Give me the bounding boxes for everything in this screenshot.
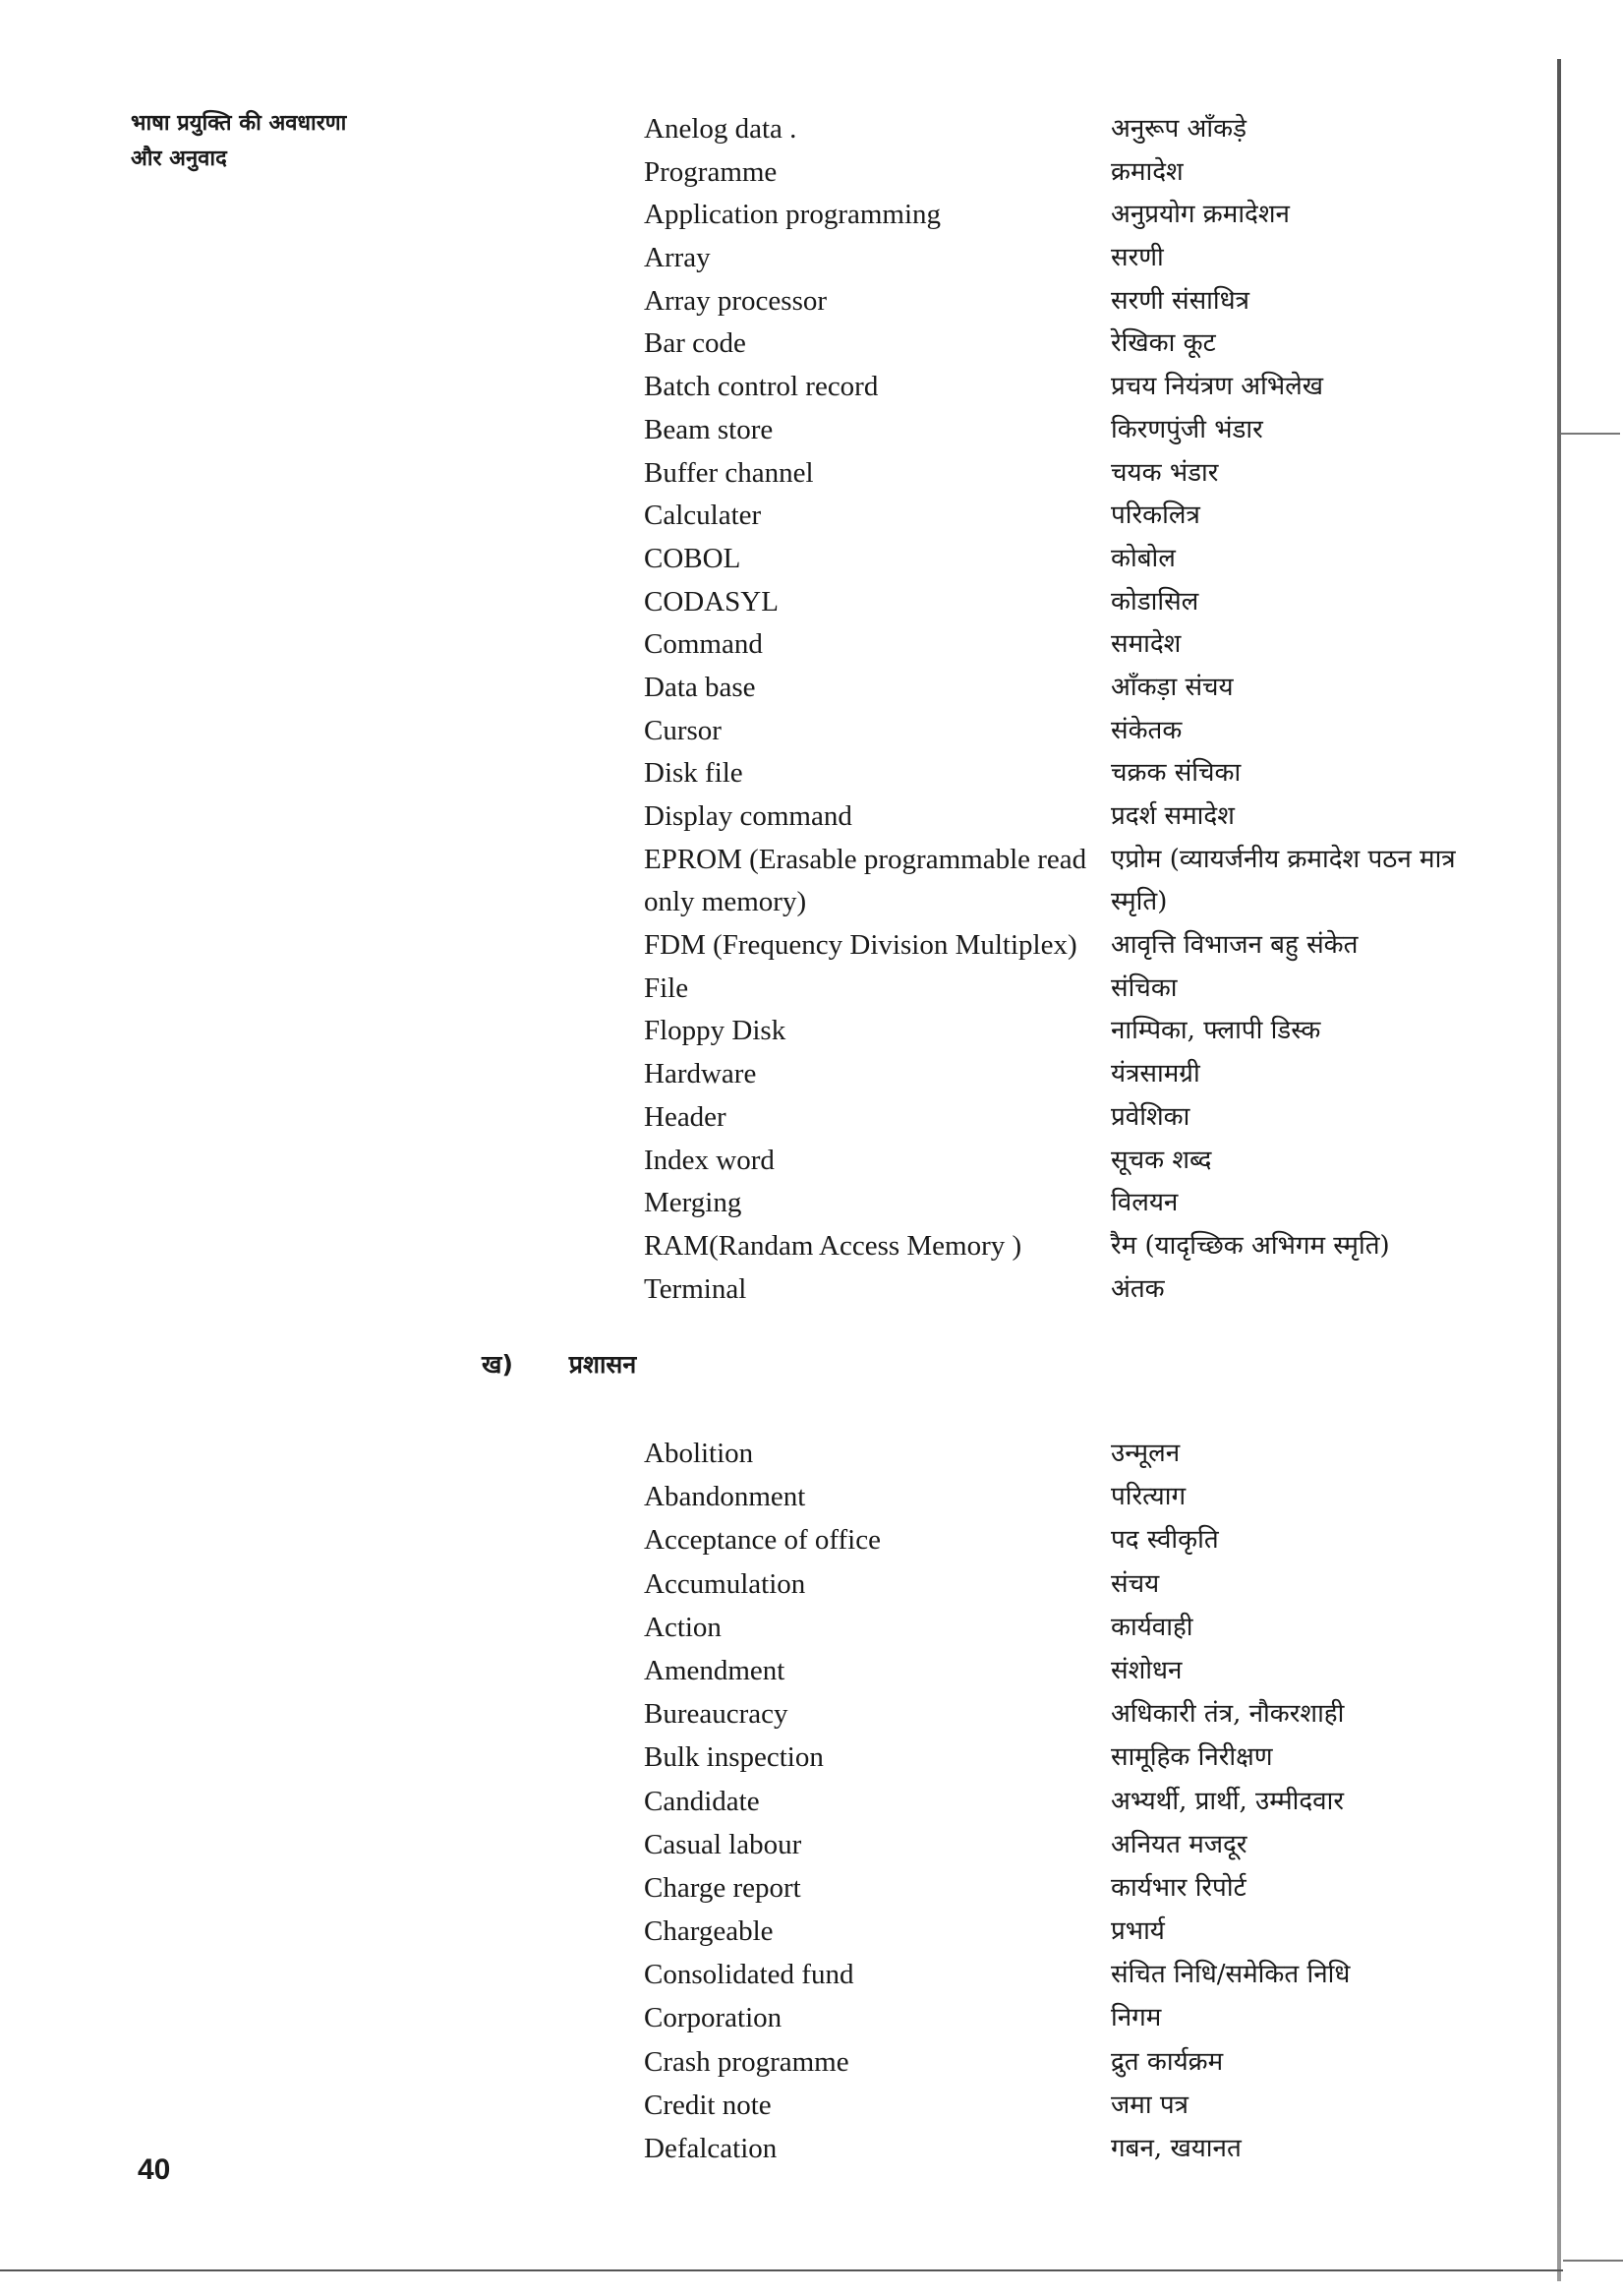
computer-term-english-term: COBOL bbox=[644, 542, 741, 574]
computer-glossary bbox=[644, 108, 1529, 1311]
admin-term-hindi-term: उन्मूलन bbox=[1111, 1439, 1181, 1468]
computer-term-english-term: Command bbox=[644, 628, 763, 661]
computer-term-english-term: Bar code bbox=[644, 327, 746, 360]
admin-term-english-term: Amendment bbox=[644, 1654, 785, 1686]
admin-term-hindi-term: संचय bbox=[1111, 1568, 1160, 1599]
computer-term-english-term: Display command bbox=[644, 800, 852, 832]
admin-term-row bbox=[644, 1736, 1529, 1779]
admin-term-hindi-term: अभ्यर्थी, प्रार्थी, उम्मीदवार bbox=[1111, 1786, 1344, 1816]
admin-term-english-term: Accumulation bbox=[644, 1567, 806, 1600]
admin-term-english-term: Consolidated fund bbox=[644, 1959, 854, 1991]
computer-term-hindi-term: संचिका bbox=[1111, 972, 1178, 1003]
computer-term-english-term: RAM(Randam Access Memory ) bbox=[644, 1229, 1022, 1262]
computer-term-english-term: Index word bbox=[644, 1144, 775, 1176]
computer-term-hindi-term: एप्रोम (व्यायर्जनीय क्रमादेश पठन मात्र स्मृति) bbox=[1111, 844, 1456, 917]
computer-term-hindi-term: अंतक bbox=[1111, 1273, 1165, 1304]
computer-term-hindi-term: आँकड़ा संचय bbox=[1111, 672, 1234, 702]
computer-term-row bbox=[644, 237, 1529, 280]
admin-term-row bbox=[644, 1518, 1529, 1561]
computer-term-row bbox=[644, 924, 1529, 968]
computer-term-row bbox=[644, 1010, 1529, 1053]
computer-term-hindi-term: आवृत्ति विभाजन बहु संकेत bbox=[1111, 930, 1359, 961]
computer-term-english-term: CODASYL bbox=[644, 585, 779, 618]
admin-term-english-term: Charge report bbox=[644, 1871, 801, 1904]
computer-term-english-term: Cursor bbox=[644, 714, 722, 746]
computer-term-row bbox=[644, 1268, 1529, 1312]
admin-term-english-term: Action bbox=[644, 1611, 722, 1643]
computer-term-english-term: Header bbox=[644, 1100, 726, 1133]
computer-term-hindi-term: सूचक शब्द bbox=[1111, 1145, 1212, 1175]
computer-term-english-term: Terminal bbox=[644, 1272, 747, 1305]
computer-term-english-term: Buffer channel bbox=[644, 456, 814, 489]
computer-term-english-term: FDM (Frequency Division Multiplex) bbox=[644, 929, 1077, 962]
computer-term-row bbox=[644, 581, 1529, 624]
bottom-rule-edge bbox=[1563, 2260, 1623, 2262]
admin-term-hindi-term: कार्यवाही bbox=[1111, 1612, 1193, 1642]
page-edge-shadow bbox=[1557, 59, 1561, 2281]
admin-term-english-term: Abolition bbox=[644, 1438, 754, 1469]
computer-term-row bbox=[644, 1140, 1529, 1183]
admin-term-english-term: Bulk inspection bbox=[644, 1741, 824, 1774]
admin-term-row bbox=[644, 1692, 1529, 1736]
header-line-1: भाषा प्रयुक्ति की अवधारणा bbox=[131, 111, 347, 136]
admin-term-hindi-term: परित्याग bbox=[1111, 1482, 1187, 1512]
page-number: 40 bbox=[138, 2153, 171, 2186]
admin-term-english-term: Acceptance of office bbox=[644, 1524, 881, 1557]
computer-term-english-term: Calculater bbox=[644, 500, 762, 532]
computer-term-english-term: Data base bbox=[644, 671, 756, 703]
computer-term-hindi-term: संकेतक bbox=[1111, 715, 1183, 745]
computer-term-english-term: Array processor bbox=[644, 284, 828, 317]
computer-term-row bbox=[644, 280, 1529, 324]
computer-term-row bbox=[644, 1053, 1529, 1096]
admin-term-row bbox=[644, 1953, 1529, 1996]
admin-term-english-term: Bureaucracy bbox=[644, 1698, 788, 1731]
bottom-rule bbox=[0, 2269, 1563, 2271]
computer-term-hindi-term: प्रचय नियंत्रण अभिलेख bbox=[1111, 372, 1324, 402]
computer-term-row bbox=[644, 151, 1529, 195]
computer-term-hindi-term: क्रमादेश bbox=[1111, 156, 1184, 187]
computer-term-hindi-term: परिकलित्र bbox=[1111, 500, 1200, 531]
computer-term-row bbox=[644, 409, 1529, 452]
computer-term-english-term: Application programming bbox=[644, 199, 942, 231]
admin-term-english-term: Abandonment bbox=[644, 1481, 806, 1513]
computer-term-hindi-term: प्रवेशिका bbox=[1111, 1101, 1190, 1132]
computer-term-hindi-term: कोबोल bbox=[1111, 543, 1176, 573]
admin-term-hindi-term: निगम bbox=[1111, 2003, 1162, 2033]
computer-term-english-term: EPROM (Erasable programmable read only memory) bbox=[644, 843, 1087, 918]
admin-term-english-term: Corporation bbox=[644, 2002, 783, 2034]
computer-term-row bbox=[644, 623, 1529, 667]
computer-term-row bbox=[644, 710, 1529, 753]
computer-term-english-term: Beam store bbox=[644, 413, 774, 445]
computer-term-hindi-term: सरणी bbox=[1111, 243, 1164, 273]
computer-term-hindi-term: चक्रक संचिका bbox=[1111, 758, 1242, 789]
computer-term-row bbox=[644, 667, 1529, 710]
admin-term-hindi-term: प्रभार्य bbox=[1111, 1916, 1165, 1947]
computer-term-row bbox=[644, 839, 1529, 924]
computer-term-hindi-term: रेखिका कूट bbox=[1111, 328, 1216, 359]
section-heading bbox=[482, 1347, 636, 1381]
computer-term-english-term: Batch control record bbox=[644, 371, 879, 403]
computer-term-english-term: Merging bbox=[644, 1187, 742, 1219]
admin-term-row bbox=[644, 1649, 1529, 1692]
computer-term-row bbox=[644, 366, 1529, 409]
admin-glossary bbox=[644, 1432, 1529, 2170]
computer-term-row bbox=[644, 1096, 1529, 1140]
computer-term-row bbox=[644, 795, 1529, 839]
admin-term-english-term: Casual labour bbox=[644, 1828, 802, 1860]
computer-term-hindi-term: प्रदर्श समादेश bbox=[1111, 801, 1235, 831]
admin-term-row bbox=[644, 2127, 1529, 2170]
admin-term-hindi-term: संशोधन bbox=[1111, 1655, 1183, 1685]
computer-term-hindi-term: समादेश bbox=[1111, 629, 1182, 660]
computer-term-english-term: Array bbox=[644, 242, 711, 274]
admin-term-row bbox=[644, 1866, 1529, 1910]
header-line-2: और अनुवाद bbox=[131, 147, 227, 171]
computer-term-hindi-term: किरणपुंजी भंडार bbox=[1111, 414, 1263, 444]
computer-term-row bbox=[644, 1182, 1529, 1225]
edge-tick bbox=[1561, 433, 1620, 435]
admin-term-row bbox=[644, 1475, 1529, 1518]
admin-term-hindi-term: पद स्वीकृति bbox=[1111, 1525, 1219, 1556]
admin-term-hindi-term: संचित निधि/समेकित निधि bbox=[1111, 1960, 1351, 1990]
admin-term-row bbox=[644, 1910, 1529, 1953]
computer-term-row bbox=[644, 538, 1529, 581]
computer-term-row bbox=[644, 752, 1529, 795]
computer-term-row bbox=[644, 452, 1529, 496]
section-marker: ख) bbox=[482, 1350, 513, 1379]
admin-term-row bbox=[644, 1996, 1529, 2039]
admin-term-row bbox=[644, 1606, 1529, 1649]
admin-term-hindi-term: अधिकारी तंत्र, नौकरशाही bbox=[1111, 1699, 1345, 1730]
section-title: प्रशासन bbox=[568, 1350, 637, 1379]
admin-term-row bbox=[644, 1562, 1529, 1606]
admin-term-row bbox=[644, 1780, 1529, 1823]
admin-term-english-term: Defalcation bbox=[644, 2133, 778, 2164]
computer-term-row bbox=[644, 323, 1529, 366]
computer-term-english-term: File bbox=[644, 971, 689, 1004]
computer-term-hindi-term: अनुप्रयोग क्रमादेशन bbox=[1111, 200, 1290, 230]
admin-term-row bbox=[644, 2084, 1529, 2127]
computer-term-row bbox=[644, 968, 1529, 1011]
admin-term-hindi-term: गबन, खयानत bbox=[1111, 2134, 1242, 2163]
computer-term-hindi-term: विलयन bbox=[1111, 1188, 1179, 1218]
admin-term-row bbox=[644, 1432, 1529, 1475]
computer-term-english-term: Anelog data . bbox=[644, 113, 797, 145]
computer-term-english-term: Floppy Disk bbox=[644, 1015, 786, 1047]
computer-term-english-term: Programme bbox=[644, 155, 778, 188]
computer-term-hindi-term: कोडासिल bbox=[1111, 586, 1199, 617]
admin-term-english-term: Credit note bbox=[644, 2089, 772, 2121]
admin-term-hindi-term: जमा पत्र bbox=[1111, 2090, 1188, 2120]
computer-term-english-term: Hardware bbox=[644, 1058, 757, 1090]
admin-term-hindi-term: कार्यभार रिपोर्ट bbox=[1111, 1872, 1246, 1903]
computer-term-row bbox=[644, 108, 1529, 151]
computer-term-row bbox=[644, 194, 1529, 237]
admin-term-hindi-term: द्रुत कार्यक्रम bbox=[1111, 2046, 1224, 2077]
admin-term-row bbox=[644, 1823, 1529, 1866]
running-header bbox=[131, 106, 346, 177]
admin-term-hindi-term: अनियत मजदूर bbox=[1111, 1829, 1247, 1859]
computer-term-hindi-term: यंत्रसामग्री bbox=[1111, 1059, 1200, 1089]
computer-term-hindi-term: रैम (यादृच्छिक अभिगम स्मृति) bbox=[1111, 1230, 1390, 1261]
admin-term-english-term: Candidate bbox=[644, 1785, 760, 1817]
computer-term-hindi-term: चयक भंडार bbox=[1111, 457, 1219, 488]
admin-term-english-term: Chargeable bbox=[644, 1915, 774, 1948]
admin-term-row bbox=[644, 2040, 1529, 2084]
computer-term-hindi-term: सरणी संसाधित्र bbox=[1111, 285, 1249, 316]
admin-term-english-term: Crash programme bbox=[644, 2045, 849, 2078]
computer-term-row bbox=[644, 495, 1529, 538]
admin-term-hindi-term: सामूहिक निरीक्षण bbox=[1111, 1742, 1273, 1773]
computer-term-row bbox=[644, 1225, 1529, 1268]
computer-term-hindi-term: नाम्पिका, फ्लापी डिस्क bbox=[1111, 1016, 1321, 1046]
computer-term-english-term: Disk file bbox=[644, 757, 743, 790]
computer-term-hindi-term: अनुरूप आँकड़े bbox=[1111, 114, 1246, 144]
